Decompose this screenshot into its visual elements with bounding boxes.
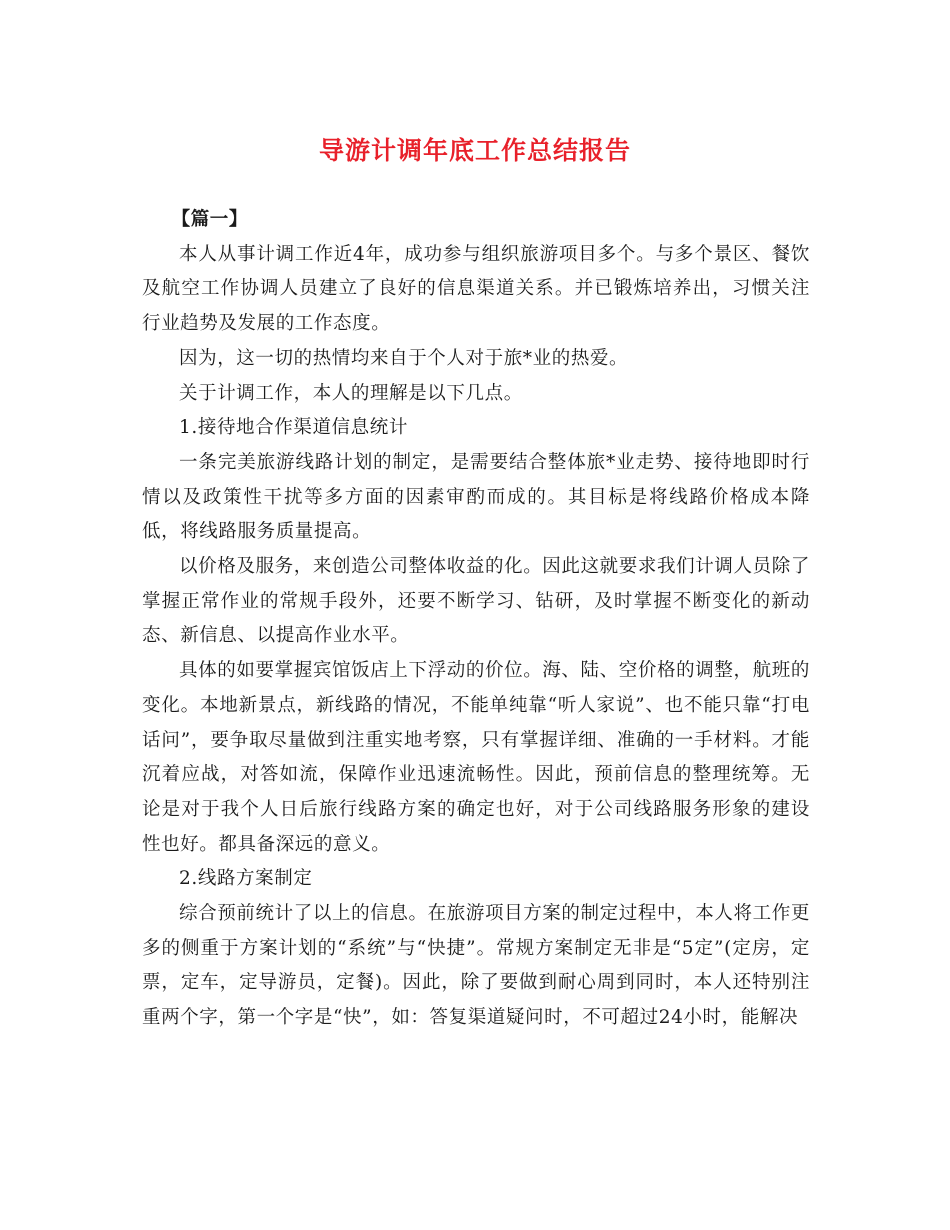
section-label: 【篇一】 (171, 209, 248, 230)
paragraph: 关于计调工作，本人的理解是以下几点。 (179, 382, 523, 404)
subheading: 1.接待地合作渠道信息统计 (179, 417, 408, 439)
document-title: 导游计调年底工作总结报告 (318, 136, 631, 165)
paragraph: 因为，这一切的热情均来自于个人对于旅*业的热爱。 (179, 347, 629, 369)
subheading: 2.线路方案制定 (179, 868, 313, 890)
document-body (142, 203, 810, 1036)
paragraph: 以价格及服务，来创造公司整体收益的化。因此这就要求我们计调人员除了掌握正常作业的常规手段外，还要不断学习、钻研，及时掌握不断变化的新动态、新信息、以提高作业水平。 (142, 556, 810, 647)
paragraph: 具体的如要掌握宾馆饭店上下浮动的价位。海、陆、空价格的调整，航班的变化。本地新景点，新线路的情况，不能单纯靠“听人家说”、也不能只靠“打电话问”，要争取尽量做到注重实地考察，只有掌握详细、准确的一手材料。才能沉着应战，对答如流，保障作业迅速流畅性。因此，预前信息的整理统筹。无论是对于我个人日后旅行线路方案的确定也好，对于公司线路服务形象的建设性也好。都具备深远的意义。 (142, 660, 810, 855)
paragraph: 本人从事计调工作近4年，成功参与组织旅游项目多个。与多个景区、餐饮及航空工作协调人员建立了良好的信息渠道关系。并已锻炼培养出，习惯关注行业趋势及发展的工作态度。 (142, 243, 810, 335)
paragraph: 综合预前统计了以上的信息。在旅游项目方案的制定过程中，本人将工作更多的侧重于方案计划的“系统”与“快捷”。常规方案制定无非是“5定”(定房，定票，定车，定导游员，定餐)。因此，除了要做到耐心周到同时，本人还特别注重两个字，第一个字是“快”，如：答复渠道疑问时，不可超过24小时，能解决 (142, 903, 810, 1029)
paragraph: 一条完美旅游线路计划的制定，是需要结合整体旅*业走势、接待地即时行情以及政策性干扰等多方面的因素审酌而成的。其目标是将线路价格成本降低，将线路服务质量提高。 (142, 451, 810, 543)
